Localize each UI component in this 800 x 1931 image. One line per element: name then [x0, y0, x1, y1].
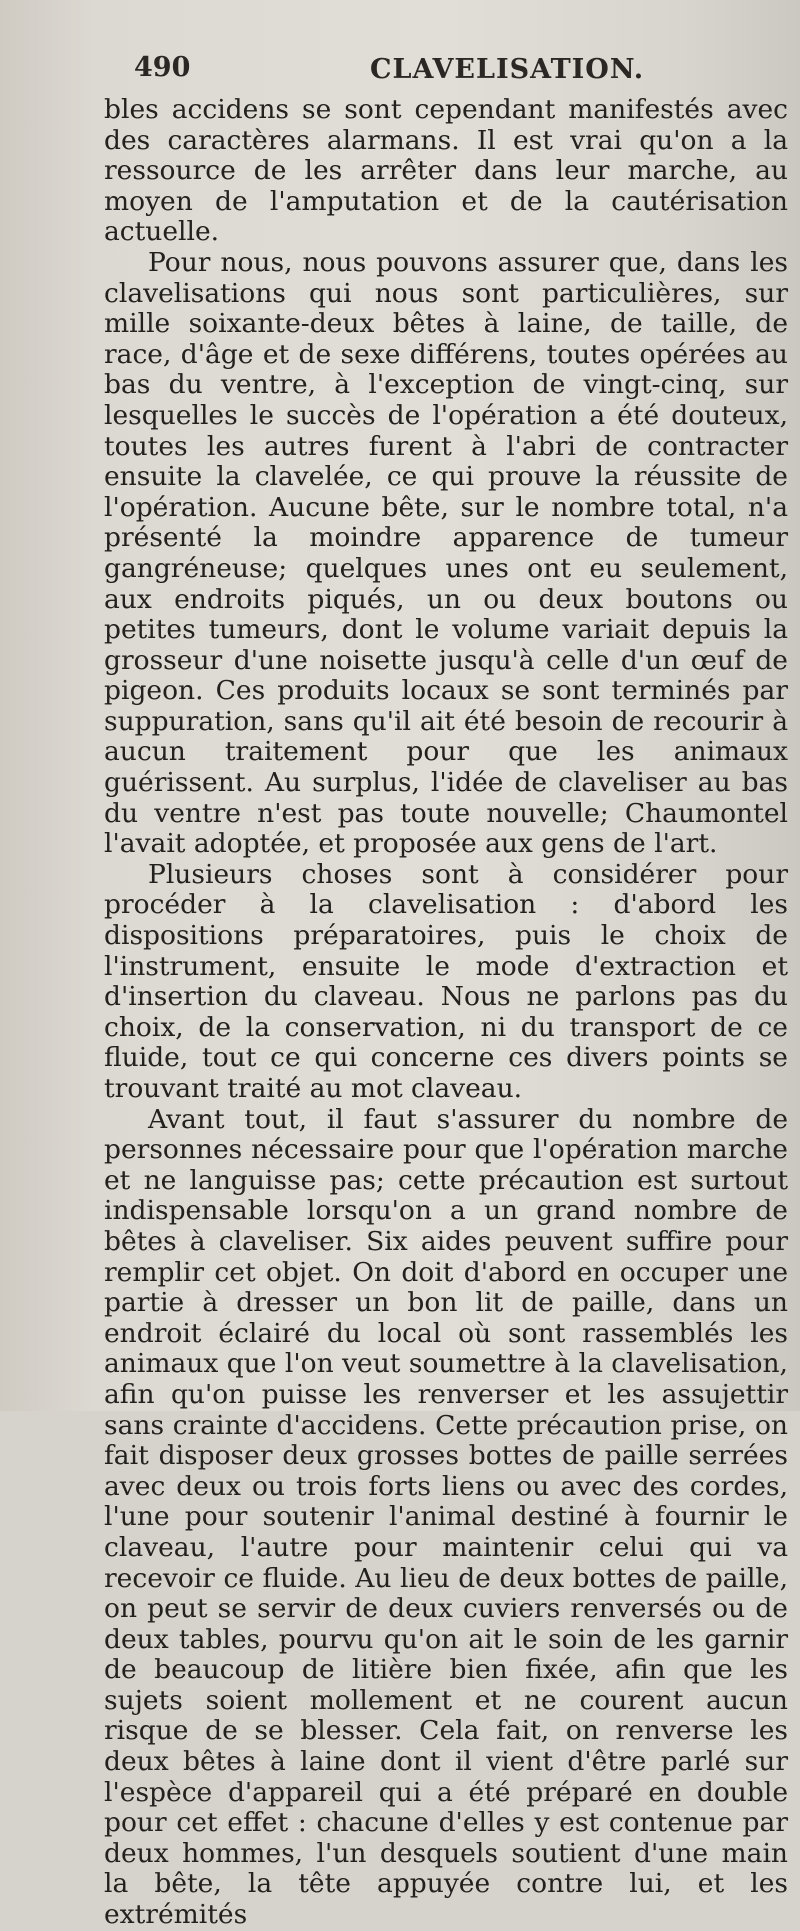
paragraph-results: Pour nous, nous pouvons assurer que, dans les clavelisations qui nous sont particulières, sur mille soixante-deux bêtes à laine, de taille, de race, d'âge et de sexe différens, toutes opérées au bas du ventre, à l'exception de vingt-cinq, sur lesquelles le succès de l'opération a été douteux, toutes les autres furent à l'abri de contracter ensuite la clavelée, ce qui prouve la réussite de l'opération. Aucune bête, sur le nombre total, n'a présenté la moindre apparence de tumeur gangréneuse; quelques unes ont eu seulement, aux endroits piqués, un ou deux boutons ou petites tumeurs, dont le volume variait depuis la grosseur d'une noisette jusqu'à celle d'un œuf de pigeon. Ces produits locaux se sont terminés par suppuration, sans qu'il ait été besoin de recourir à aucun traitement pour que les animaux guérissent. Au surplus, l'idée de claveliser au bas du ventre n'est pas toute nouvelle; Chaumontel l'avait adoptée, et proposée aux gens de l'art.	[104, 246, 788, 860]
running-title: CLAVELISATION.	[370, 54, 645, 85]
paragraph-preparation: Avant tout, il faut s'assurer du nombre de personnes nécessaire pour que l'opération marche et ne languisse pas; cette précaution est surtout indispensable lorsqu'on a un grand nombre de bêtes à claveliser. Six aides peuvent suffire pour remplir cet objet. On doit d'abord en occuper une partie à dresser un bon lit de paille, dans un endroit éclairé du local où sont rassemblés les animaux que l'on veut soumettre à la clavelisation, afin qu'on puisse les renverser et les assujettir sans crainte d'accidens. Cette précaution prise, on fait disposer deux grosses bottes de paille serrées avec deux ou trois forts liens ou avec des cordes, l'une pour soutenir l'animal destiné à fournir le claveau, l'autre pour maintenir celui qui va recevoir ce fluide. Au lieu de deux bottes de paille, on peut se servir de deux cuviers renversés ou de deux tables, pourvu qu'on ait le soin de les garnir de beaucoup de litière bien fixée, afin que les sujets soient mollement et ne courent aucun risque de se blesser. Cela fait, on renverse les deux bêtes à laine dont il vient d'être parlé sur l'espèce d'appareil qui a été préparé en double pour cet effet : chacune d'elles y est contenue par deux hommes, l'un desquels soutient d'une main la bête, la tête appuyée contre lui, et les extrémités	[104, 1103, 788, 1931]
page-number: 490	[134, 52, 191, 83]
paragraph-continuation: bles accidens se sont cependant manifestés avec des caractères alarmans. Il est vrai qu'on a la ressource de les arrêter dans leur marche, au moyen de l'amputation et de la cautérisation actuelle.	[104, 94, 788, 248]
page-header	[134, 52, 774, 92]
body-text	[104, 95, 788, 1931]
paragraph-procedure: Plusieurs choses sont à considérer pour procéder à la clavelisation : d'abord les dispositions préparatoires, puis le choix de l'instrument, ensuite le mode d'extraction et d'insertion du claveau. Nous ne parlons pas du choix, de la conservation, ni du transport de ce fluide, tout ce qui concerne ces divers points se trouvant traité au mot claveau.	[104, 858, 788, 1104]
